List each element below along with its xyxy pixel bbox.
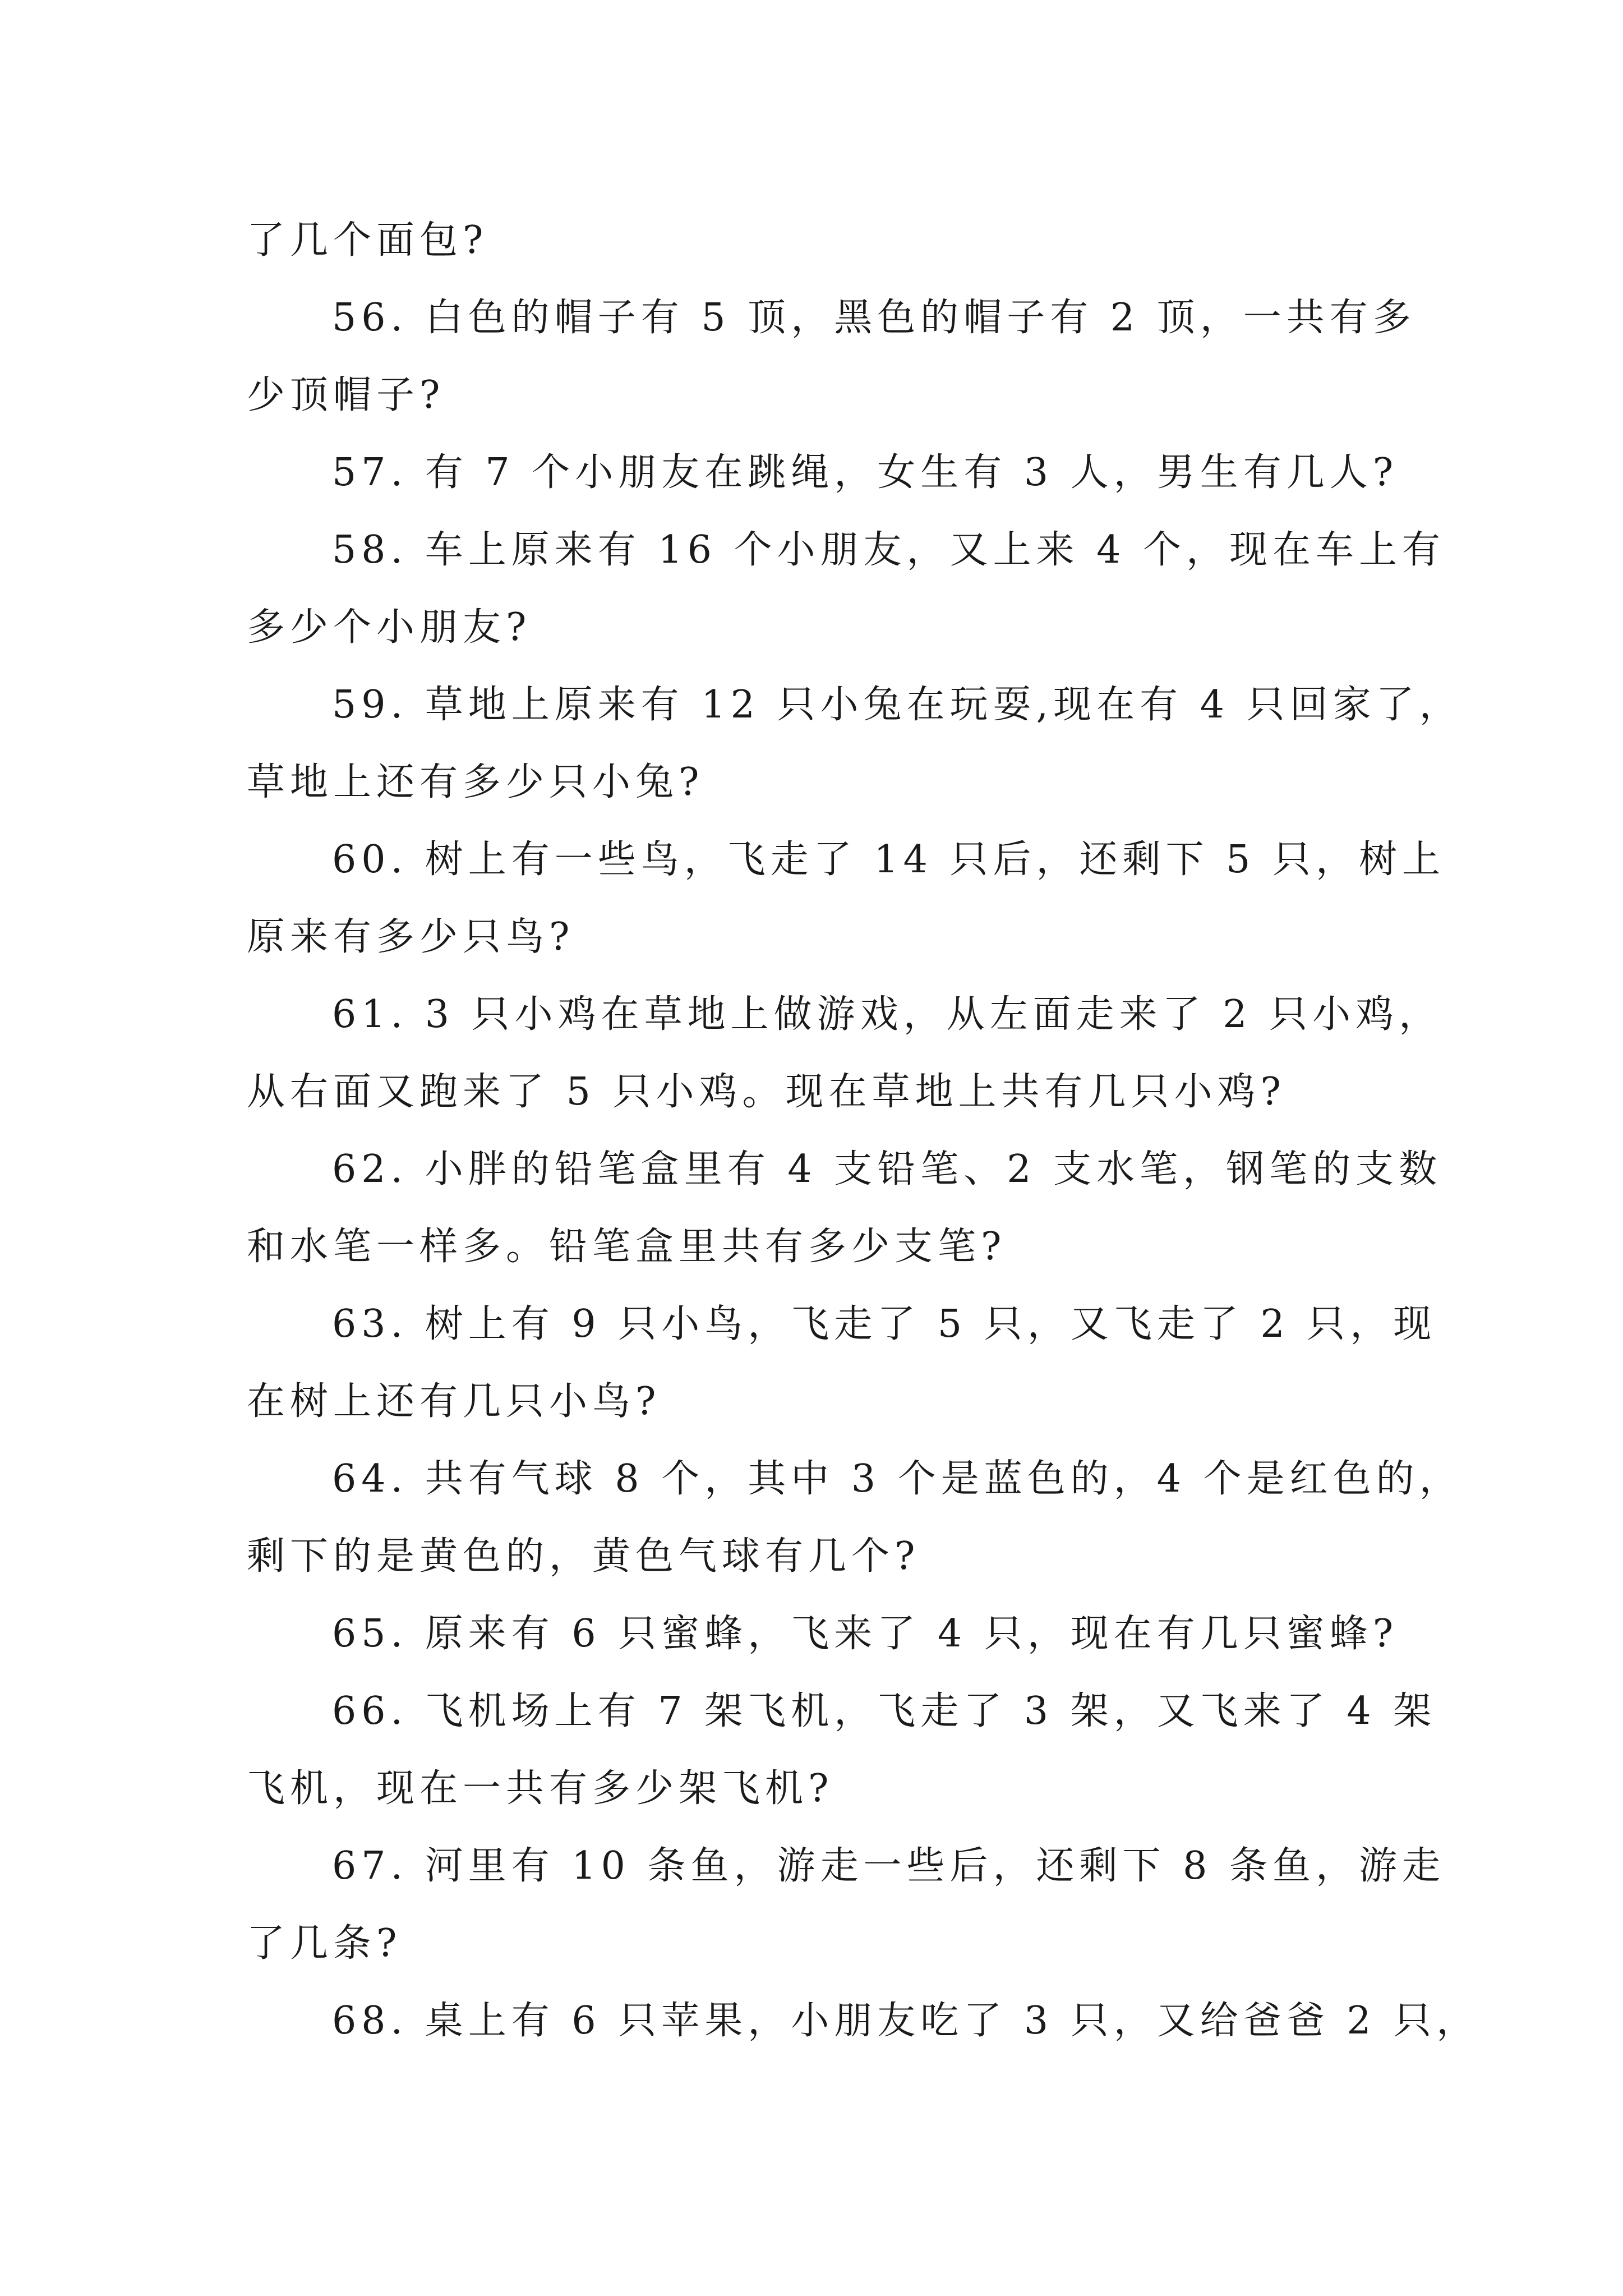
problem-56-line-1: 56. 白色的帽子有 5 顶，黑色的帽子有 2 顶，一共有多 [332, 296, 1416, 340]
problem-64-line-2: 剩下的是黄色的，黄色气球有几个? [247, 1534, 920, 1579]
problem-56-line-2: 少顶帽子? [247, 373, 445, 417]
problem-61-line-1: 61. 3 只小鸡在草地上做游戏，从左面走来了 2 只小鸡， [332, 992, 1442, 1037]
problem-63-line-1: 63. 树上有 9 只小鸟，飞走了 5 只，又飞走了 2 只，现 [332, 1302, 1437, 1346]
problem-61-line-2: 从右面又跑来了 5 只小鸡。现在草地上共有几只小鸡? [247, 1070, 1286, 1114]
problem-62-line-2: 和水笔一样多。铅笔盒里共有多少支笔? [247, 1225, 1007, 1269]
problem-66-line-2: 飞机，现在一共有多少架飞机? [247, 1766, 834, 1811]
problem-57-line-1: 57. 有 7 个小朋友在跳绳，女生有 3 人，男生有几人? [332, 450, 1399, 495]
problem-68-line-1: 68. 桌上有 6 只苹果，小朋友吃了 3 只，又给爸爸 2 只， [332, 1999, 1480, 2043]
problem-58-line-2: 多少个小朋友? [247, 605, 532, 650]
problem-65-line-1: 65. 原来有 6 只蜜蜂，飞来了 4 只，现在有几只蜜蜂? [332, 1612, 1399, 1656]
problem-62-line-1: 62. 小胖的铅笔盒里有 4 支铅笔、2 支水笔，钢笔的支数 [332, 1147, 1442, 1191]
problem-63-line-2: 在树上还有几只小鸟? [247, 1379, 661, 1424]
problem-67-line-1: 67. 河里有 10 条鱼，游走一些后，还剩下 8 条鱼，游走 [332, 1844, 1446, 1888]
problem-66-line-1: 66. 飞机场上有 7 架飞机，飞走了 3 架，又飞来了 4 架 [332, 1689, 1437, 1733]
problem-58-line-1: 58. 车上原来有 16 个小朋友，又上来 4 个，现在车上有 [332, 528, 1446, 572]
problem-60-line-1: 60. 树上有一些鸟，飞走了 14 只后，还剩下 5 只，树上 [332, 838, 1446, 882]
problem-67-line-2: 了几条? [247, 1921, 402, 1966]
problem-59-line-1: 59. 草地上原来有 12 只小兔在玩耍,现在有 4 只回家了， [332, 683, 1463, 727]
problem-64-line-1: 64. 共有气球 8 个，其中 3 个是蓝色的，4 个是红色的， [332, 1457, 1463, 1501]
problem-text-block [247, 202, 1480, 2060]
text-line: 了几个面包? [247, 218, 488, 263]
problem-60-line-2: 原来有多少只鸟? [247, 915, 575, 959]
problem-59-line-2: 草地上还有多少只小兔? [247, 760, 704, 804]
